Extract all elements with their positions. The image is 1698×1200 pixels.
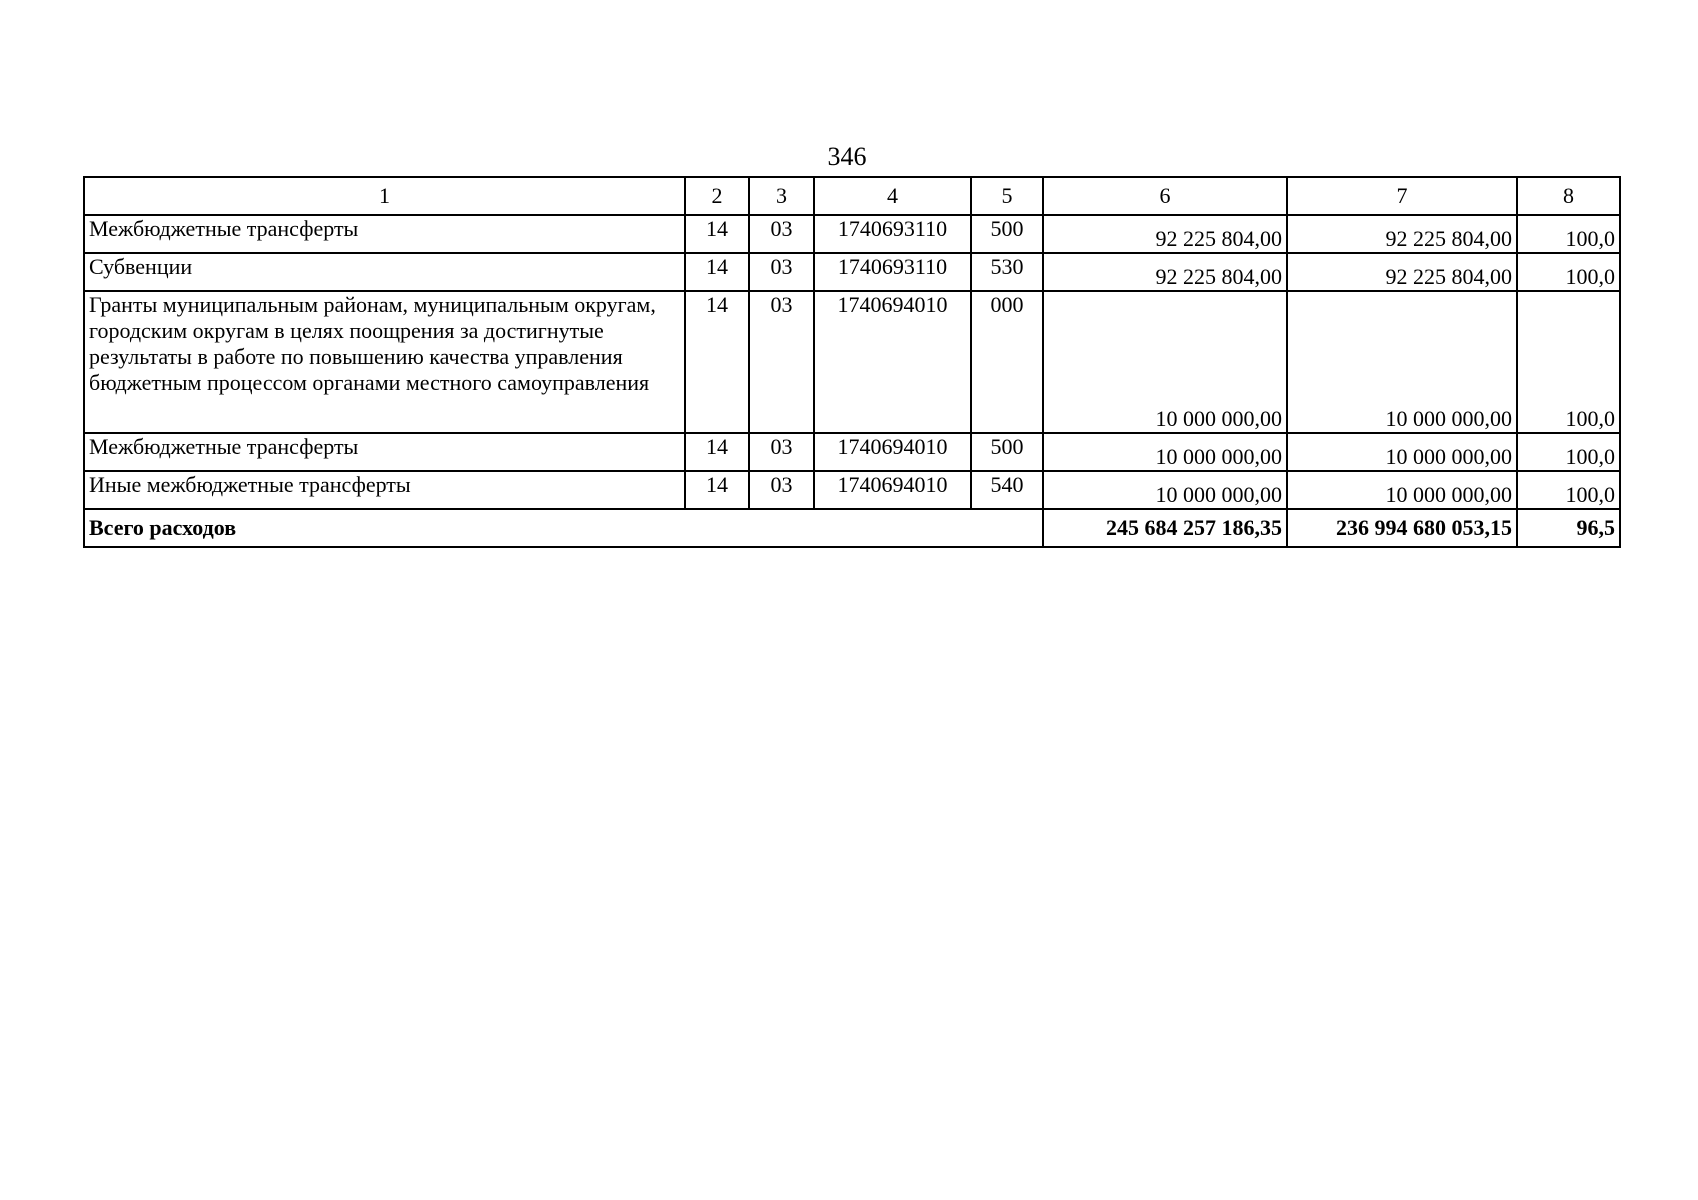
- execution-percent: 100,0: [1517, 253, 1620, 291]
- total-execution-percent: 96,5: [1517, 509, 1620, 547]
- section-code: 14: [685, 291, 749, 433]
- page-number-text: 346: [827, 142, 867, 171]
- column-header: 3: [749, 177, 814, 215]
- execution-percent: 100,0: [1517, 433, 1620, 471]
- table-row: [84, 215, 1620, 253]
- planned-amount: 10 000 000,00: [1043, 471, 1287, 509]
- column-header: 2: [685, 177, 749, 215]
- executed-amount: 92 225 804,00: [1287, 215, 1517, 253]
- table-header-row: [84, 177, 1620, 215]
- section-code: 14: [685, 471, 749, 509]
- total-planned-amount: 245 684 257 186,35: [1043, 509, 1287, 547]
- target-article-code: 1740693110: [814, 253, 971, 291]
- section-code: 14: [685, 215, 749, 253]
- subsection-code: 03: [749, 291, 814, 433]
- column-header: 1: [84, 177, 685, 215]
- column-header: 7: [1287, 177, 1517, 215]
- table-row: [84, 471, 1620, 509]
- target-article-code: 1740694010: [814, 471, 971, 509]
- execution-percent: 100,0: [1517, 215, 1620, 253]
- page-number: [0, 142, 1698, 172]
- executed-amount: 92 225 804,00: [1287, 253, 1517, 291]
- column-header: 5: [971, 177, 1043, 215]
- total-executed-amount: 236 994 680 053,15: [1287, 509, 1517, 547]
- table-row: [84, 253, 1620, 291]
- table-row: [84, 433, 1620, 471]
- row-name: Межбюджетные трансферты: [84, 433, 685, 471]
- budget-table: [83, 176, 1621, 548]
- target-article-code: 1740694010: [814, 291, 971, 433]
- section-code: 14: [685, 433, 749, 471]
- subsection-code: 03: [749, 215, 814, 253]
- target-article-code: 1740693110: [814, 215, 971, 253]
- executed-amount: 10 000 000,00: [1287, 471, 1517, 509]
- total-label: Всего расходов: [84, 509, 1043, 547]
- subsection-code: 03: [749, 433, 814, 471]
- column-header: 6: [1043, 177, 1287, 215]
- row-name: Межбюджетные трансферты: [84, 215, 685, 253]
- planned-amount: 92 225 804,00: [1043, 253, 1287, 291]
- total-row: [84, 509, 1620, 547]
- expense-type-code: 530: [971, 253, 1043, 291]
- row-name: Гранты муниципальным районам, муниципальным округам, городским округам в целях поощрения за достигнутые результаты в работе по повышению качества управления бюджетным процессом органами местного самоуправления: [84, 291, 685, 433]
- expense-type-code: 500: [971, 215, 1043, 253]
- subsection-code: 03: [749, 471, 814, 509]
- executed-amount: 10 000 000,00: [1287, 433, 1517, 471]
- row-name: Иные межбюджетные трансферты: [84, 471, 685, 509]
- column-header: 8: [1517, 177, 1620, 215]
- row-name: Субвенции: [84, 253, 685, 291]
- planned-amount: 10 000 000,00: [1043, 433, 1287, 471]
- expense-type-code: 000: [971, 291, 1043, 433]
- section-code: 14: [685, 253, 749, 291]
- planned-amount: 10 000 000,00: [1043, 291, 1287, 433]
- expense-type-code: 500: [971, 433, 1043, 471]
- table-row: [84, 291, 1620, 433]
- planned-amount: 92 225 804,00: [1043, 215, 1287, 253]
- executed-amount: 10 000 000,00: [1287, 291, 1517, 433]
- execution-percent: 100,0: [1517, 471, 1620, 509]
- column-header: 4: [814, 177, 971, 215]
- execution-percent: 100,0: [1517, 291, 1620, 433]
- subsection-code: 03: [749, 253, 814, 291]
- target-article-code: 1740694010: [814, 433, 971, 471]
- expense-type-code: 540: [971, 471, 1043, 509]
